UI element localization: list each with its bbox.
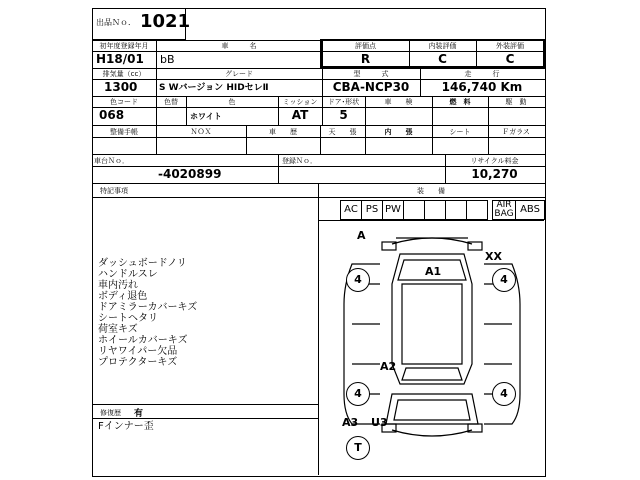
label-repair: 修復歴 <box>100 409 121 417</box>
label-f-glass: Ｆガラス <box>502 128 530 136</box>
value-first-reg: H18/01 <box>96 52 144 66</box>
remark-item: シートヘタリ <box>98 313 158 324</box>
remark-item: ドアミラーカバーキズ <box>98 302 198 313</box>
label-first-reg: 初年度登録年月 <box>99 42 149 50</box>
equip-airbag-line2: BAG <box>494 209 514 219</box>
label-seat: シート <box>449 128 471 136</box>
label-inspection: 車 検 <box>384 98 413 106</box>
label-notes: 特記事項 <box>100 187 128 195</box>
mark-a2: A2 <box>380 360 397 373</box>
label-chassis: 車台Ｎｏ． <box>94 157 129 165</box>
value-recycle: 10,270 <box>471 167 518 181</box>
remark-item: 車内汚れ <box>98 280 138 291</box>
value-chassis: -4020899 <box>158 167 222 181</box>
value-car-name: bB <box>160 53 175 66</box>
trunk-mark: T <box>346 436 370 460</box>
value-repair: 有 <box>134 409 144 419</box>
equip-airbag <box>492 200 516 220</box>
repair-note: Fインナー歪 <box>98 421 154 432</box>
lot-label: 出品Ｎｏ． <box>96 18 136 27</box>
equip-empty-3 <box>445 200 467 220</box>
value-color: ホワイト <box>190 112 222 121</box>
tire-front-left: 4 <box>346 268 370 292</box>
label-equipment: 装 備 <box>417 187 445 195</box>
car-diagram <box>322 224 542 472</box>
label-nox: ＮＯＸ <box>190 128 212 136</box>
mark-front: A <box>357 229 366 242</box>
lot-number: 1021 <box>140 11 191 32</box>
label-ext-score: 外装評価 <box>496 42 524 50</box>
label-sunroof: 天 張 <box>328 128 357 136</box>
equip-ac: AC <box>340 200 362 220</box>
label-color-code: 色コード <box>110 98 138 106</box>
label-fuel: 燃 料 <box>449 98 471 106</box>
label-color: 色 <box>228 98 236 106</box>
label-score: 評価点 <box>355 42 376 50</box>
label-maint: 整備手帳 <box>110 128 138 136</box>
value-grade: S Wバージョン HIDセレⅡ <box>159 83 269 93</box>
value-color-code: 068 <box>99 108 125 122</box>
remark-item: ダッシュボードノリ <box>98 258 187 269</box>
equip-abs: ABS <box>515 200 545 220</box>
value-mileage: 146,740 Km <box>441 80 523 94</box>
value-model: CBA-NCP30 <box>332 80 410 94</box>
value-displacement: 1300 <box>104 80 138 94</box>
label-interior: 内 張 <box>384 128 413 136</box>
remark-item: リヤワイパー欠品 <box>98 346 178 357</box>
label-displacement: 排気量（cc） <box>102 70 146 78</box>
label-history: 車 歴 <box>269 128 297 136</box>
tire-front-right: 4 <box>492 268 516 292</box>
label-door: ドア･形状 <box>327 98 360 106</box>
label-mission: ミッション <box>282 98 318 106</box>
value-mission: AT <box>291 108 309 122</box>
label-recycle: リサイクル料金 <box>470 157 519 165</box>
value-int-score: C <box>438 52 447 66</box>
label-model: 型 式 <box>353 70 389 78</box>
label-reg-no: 登録Ｎｏ． <box>282 157 317 165</box>
mark-u3: U3 <box>371 416 388 429</box>
mark-xx: XX <box>485 250 502 263</box>
remark-item: ハンドルスレ <box>98 269 158 280</box>
remark-item: プロテクターキズ <box>98 357 178 368</box>
mark-a3: A3 <box>342 416 359 429</box>
value-ext-score: C <box>505 52 515 66</box>
label-drive: 駆 動 <box>505 98 527 106</box>
equip-airbag-line1: AIR <box>496 200 512 210</box>
label-grade: グレード <box>225 70 253 78</box>
value-door: 5 <box>339 108 348 122</box>
remark-item: 荷室キズ <box>98 324 138 335</box>
remark-item: ホイールカバーキズ <box>98 335 188 346</box>
label-color-change: 色替 <box>164 98 178 106</box>
equip-ps: PS <box>361 200 383 220</box>
equip-empty-1 <box>403 200 425 220</box>
tire-rear-right: 4 <box>492 382 516 406</box>
equip-pw: PW <box>382 200 404 220</box>
mark-a1: A1 <box>425 265 442 278</box>
equip-empty-2 <box>424 200 446 220</box>
label-int-score: 内装評価 <box>428 42 457 50</box>
tire-rear-left: 4 <box>346 382 370 406</box>
value-score: R <box>360 52 371 66</box>
equip-empty-4 <box>466 200 488 220</box>
label-mileage: 走 行 <box>464 70 500 78</box>
remark-item: ボディ退色 <box>98 291 148 302</box>
label-car-name: 車 名 <box>221 42 257 50</box>
